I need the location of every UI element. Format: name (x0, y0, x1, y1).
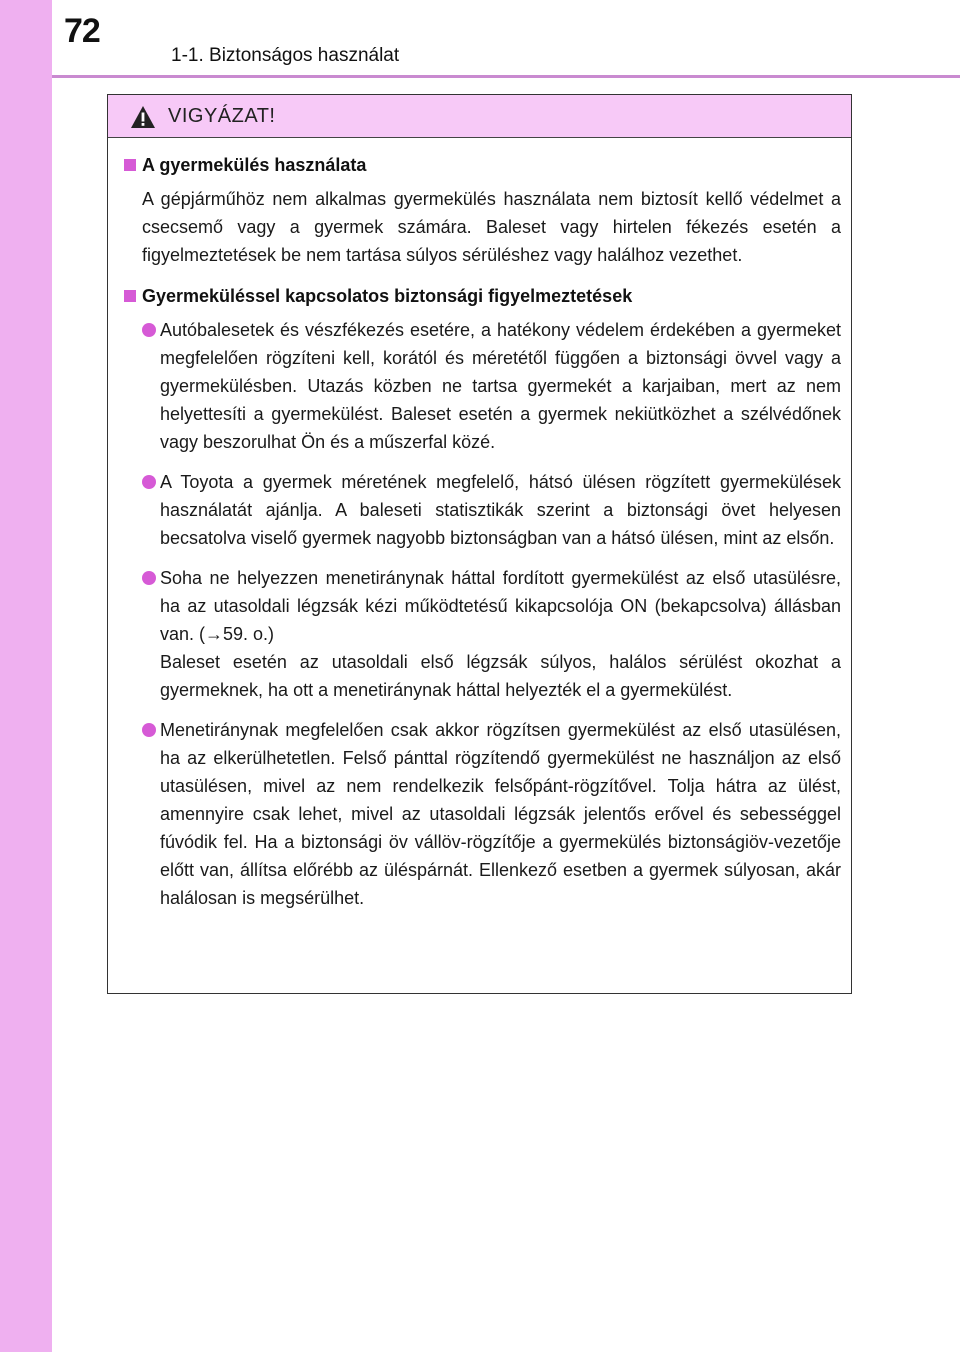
list-item-text: Autóbalesetek és vészfékezés esetére, a hatékony védelem érdekében a gyermeket megfelelően rögzíteni kell, korától és méretétől függően a biztonsági övvel vagy a gyermekülésben. Utazás közben ne tartsa gyermekét a karjaiban, mert az nem helyettesíti a gyermekülést. Baleset esetén a gyermek nekiütközhet a szélvédőnek vagy beszorulhat Ön és a műszerfal közé. (160, 320, 841, 452)
side-color-strip (0, 0, 52, 1352)
warning-header (108, 95, 851, 138)
round-bullet-icon (142, 475, 156, 489)
square-bullet-icon (124, 159, 136, 171)
section-heading-child-seat-use (118, 152, 841, 178)
page-header (52, 0, 960, 77)
list-item (118, 716, 841, 912)
round-bullet-icon (142, 571, 156, 585)
warning-box (107, 94, 852, 994)
round-bullet-icon (142, 323, 156, 337)
square-bullet-icon (124, 290, 136, 302)
warning-body (108, 138, 851, 912)
section-heading-text: A gyermekülés használata (142, 155, 367, 175)
warning-title: VIGYÁZAT! (168, 105, 276, 127)
list-item (118, 564, 841, 704)
warning-triangle-icon (130, 105, 156, 129)
section-title: 1-1. Biztonságos használat (171, 45, 400, 66)
list-item-text: Menetiránynak megfelelően csak akkor rögzítsen gyermekülést az első utasülésen, ha az elkerülhetetlen. Felső pánttal rögzítendő gyermekülést ne használjon az első utasülésen, mivel az nem rendelkezik felsőpánt-rögzítővel. Tolja hátra az ülést, amennyire csak lehet, mivel az utasoldali légzsák jelentős erővel és sebességgel fúvódik fel. Ha a biztonsági öv vállöv-rögzítője a gyermekülés biztonságiöv-vezetője előtt van, állítsa előrébb az üléspárnát. Ellenkező esetben a gyermek súlyosan, akár halálosan is megsérülhet. (160, 720, 841, 908)
list-item-text: A Toyota a gyermek méretének megfelelő, hátsó ülésen rögzített gyermekülések használatát ajánlja. A baleseti statisztikák szerint a biztonsági övet helyesen becsatolva viselő gyermek nagyobb biztonságban van a hátsó ülésen, mint az elsőn. (160, 472, 841, 548)
round-bullet-icon (142, 723, 156, 737)
section-heading-text: Gyermeküléssel kapcsolatos biztonsági figyelmeztetések (142, 286, 633, 306)
page-number: 72 (64, 12, 100, 50)
header-rule (52, 75, 960, 78)
list-item-text-continued: Baleset esetén az utasoldali első légzsák súlyos, halálos sérülést okozhat a gyermeknek, ha ott a menetiránynak háttal helyezték el a gyermekülést. (160, 652, 841, 700)
section-heading-safety-warnings (118, 283, 841, 309)
list-item (118, 468, 841, 552)
list-item-text: Soha ne helyezzen menetiránynak háttal fordított gyermekülést az első utasülésre, ha az utasoldali légzsák kézi működtetésű kikapcsolója ON (bekapcsolva) állásban van. (→59. o.) (160, 568, 841, 644)
list-item (118, 316, 841, 456)
paragraph: A gépjárműhöz nem alkalmas gyermekülés használata nem biztosít kellő védelmet a csecsemő vagy a gyermek számára. Baleset vagy hirtelen fékezés esetén a figyelmeztetések be nem tartása súlyos sérüléshez vagy halálhoz vezethet. (142, 189, 841, 265)
